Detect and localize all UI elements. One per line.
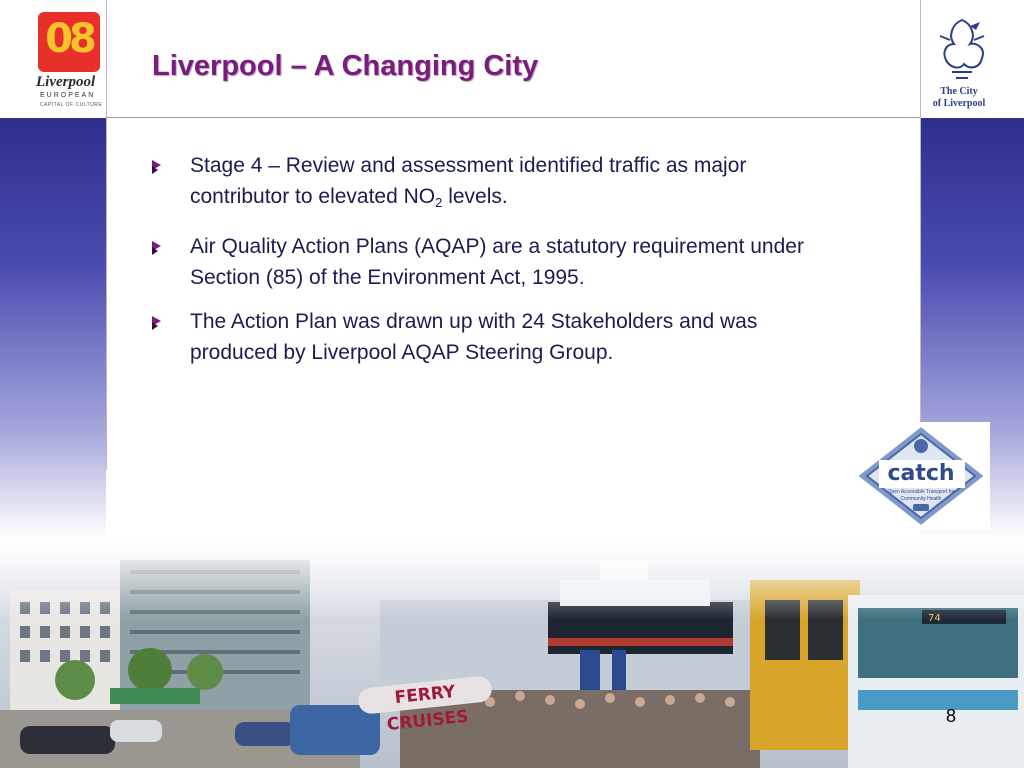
catch-logo — [853, 422, 990, 530]
catch-tagline-2: Community Health — [900, 496, 942, 502]
bullet-subscript: 2 — [435, 195, 443, 210]
left-gradient-band — [0, 118, 106, 538]
logo-city-name: Liverpool — [36, 74, 96, 90]
city-of-liverpool-text — [921, 86, 997, 110]
bullet-item — [152, 231, 842, 293]
bullet-list — [152, 150, 842, 381]
bullet-item — [152, 150, 842, 218]
bullet-text: Air Quality Action Plans (AQAP) are a statutory requirement under Section (85) of the Environment Act, 1995. — [190, 235, 804, 289]
catch-wordmark: catch — [887, 461, 955, 486]
page-number: 8 — [946, 706, 957, 726]
crest-line-2: of Liverpool — [932, 98, 986, 109]
logo-number: 08 — [45, 16, 93, 62]
logo-capital-of-culture: CAPITAL OF CULTURE — [40, 102, 103, 108]
ferry-cruises-sign: FERRY CRUISES — [357, 675, 493, 715]
bullet-text-before: Stage 4 – Review and assessment identified traffic as major contributor to elevated NO — [190, 154, 747, 208]
logo-european: EUROPEAN — [40, 92, 96, 99]
catch-tagline-1: Open Accessible Transport for — [887, 489, 955, 495]
bullet-item — [152, 306, 842, 368]
liver-bird-crest-icon — [930, 14, 994, 86]
arrow-bullet-icon — [152, 160, 161, 170]
arrow-bullet-icon — [152, 316, 161, 326]
liverpool08-logo — [38, 12, 100, 72]
left-divider — [106, 0, 107, 470]
slide-title: Liverpool – A Changing City — [152, 50, 539, 82]
crest-line-1: The City — [940, 86, 978, 97]
header-rule — [106, 117, 920, 118]
bullet-text-after: levels. — [442, 185, 508, 208]
liverpool-photo-collage — [0, 540, 1024, 768]
catch-diamond-icon — [853, 422, 990, 530]
arrow-bullet-icon — [152, 241, 161, 251]
bullet-text: The Action Plan was drawn up with 24 Stakeholders and was produced by Liverpool AQAP Steering Group. — [190, 310, 758, 364]
right-divider — [920, 0, 921, 470]
